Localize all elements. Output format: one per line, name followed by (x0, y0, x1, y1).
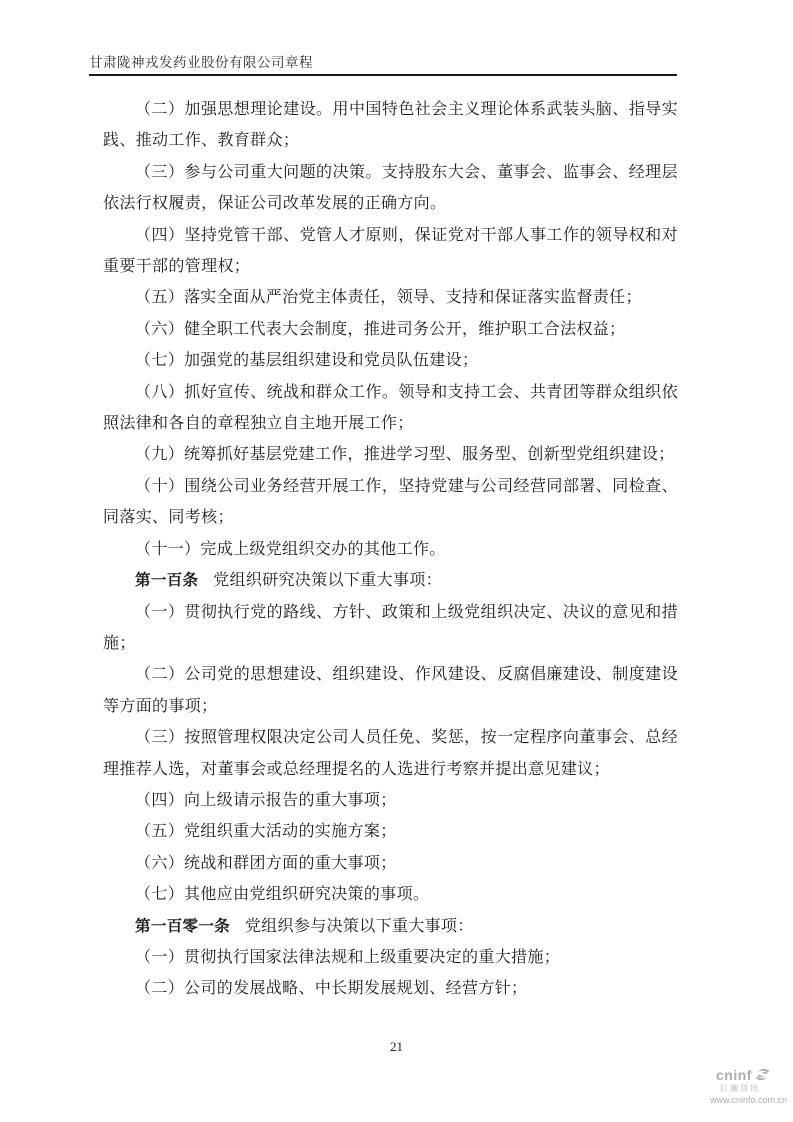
paragraph-text: （一）贯彻执行党的路线、方针、政策和上级党组织决定、决议的意见和措施； (103, 603, 678, 652)
paragraph-text: （五）党组织重大活动的实施方案； (135, 823, 397, 841)
cninfo-brand-row (710, 1066, 790, 1083)
article-number: 第一百条 (135, 572, 199, 590)
clause-paragraph (103, 816, 678, 847)
clause-paragraph (103, 722, 678, 785)
paragraph-text: 党组织研究决策以下重大事项： (213, 572, 443, 590)
clause-paragraph (103, 314, 678, 345)
swirl-icon (754, 1066, 771, 1083)
paragraph-text: （四）坚持党管干部、党管人才原则，保证党对干部人事工作的领导权和对重要干部的管理权； (103, 226, 678, 276)
paragraph-text: （十一）完成上级党组织交办的其他工作。 (135, 540, 446, 558)
paragraph-text: （十）围绕公司业务经营开展工作，坚持党建与公司经营同部署、同检查、同落实、同考核； (103, 477, 678, 527)
paragraph-text: 党组织参与决策以下重大事项： (244, 917, 474, 935)
page-number: 21 (390, 1039, 403, 1054)
clause-paragraph (103, 597, 678, 660)
clause-paragraph (103, 848, 678, 879)
clause-paragraph (103, 439, 678, 470)
clause-paragraph (103, 659, 678, 722)
document-title: 甘肃陇神戎发药业股份有限公司章程 (89, 55, 313, 70)
paragraph-text: （五）落实全面从严治党主体责任，领导、支持和保证落实监督责任； (135, 289, 642, 307)
clause-paragraph (103, 534, 678, 565)
paragraph-text: （一）贯彻执行国家法律法规和上级重要决定的重大措施； (135, 948, 561, 966)
article-heading-paragraph (103, 911, 678, 942)
cninfo-url: www.cninfo.com.cn (710, 1095, 788, 1105)
paragraph-text: （七）其他应由党组织研究决策的事项。 (135, 886, 430, 904)
clause-paragraph (103, 879, 678, 910)
clause-paragraph (103, 471, 678, 534)
paragraph-text: （八）抓好宣传、统战和群众工作。领导和支持工会、共青团等群众组织依照法律和各自的章程独立自主地开展工作； (103, 383, 678, 433)
clause-paragraph (103, 157, 678, 220)
paragraph-text: （三）按照管理权限决定公司人员任免、奖惩，按一定程序向董事会、总经理推荐人选，对董事会或总经理提名的人选进行考察并提出意见建议； (103, 729, 678, 778)
clause-paragraph (103, 942, 678, 973)
header-divider (89, 74, 677, 76)
cninfo-brand-chinese: 巨潮资讯 (720, 1084, 760, 1093)
clause-paragraph (103, 94, 678, 157)
clause-paragraph (103, 377, 678, 440)
paragraph-text: （二）公司的发展战略、中长期发展规划、经营方针； (135, 980, 528, 998)
article-number: 第一百零一条 (135, 917, 231, 935)
clause-paragraph (103, 282, 678, 313)
article-heading-paragraph (103, 565, 678, 596)
cninfo-watermark (710, 1066, 790, 1105)
paragraph-text: （二）公司党的思想建设、组织建设、作风建设、反腐倡廉建设、制度建设等方面的事项； (103, 666, 678, 715)
paragraph-text: （九）统筹抓好基层党建工作，推进学习型、服务型、创新型党组织建设； (135, 446, 675, 464)
clause-paragraph (103, 785, 678, 816)
paragraph-text: （六）统战和群团方面的重大事项； (135, 854, 397, 872)
clause-paragraph (103, 345, 678, 376)
clause-paragraph (103, 220, 678, 283)
paragraph-text: （二）加强思想理论建设。用中国特色社会主义理论体系武装头脑、指导实践、推动工作、教育群众； (103, 101, 678, 150)
paragraph-text: （四）向上级请示报告的重大事项； (135, 791, 397, 809)
paragraph-text: （七）加强党的基层组织建设和党员队伍建设； (135, 352, 479, 370)
page-header (89, 51, 677, 76)
paragraph-text: （三）参与公司重大问题的决策。支持股东大会、董事会、监事会、经理层依法行权履责，保证公司改革发展的正确方向。 (103, 163, 678, 213)
page-footer (0, 1038, 793, 1056)
paragraph-text: （六）健全职工代表大会制度，推进司务公开，维护职工合法权益； (135, 320, 626, 338)
document-body (103, 94, 678, 1005)
cninfo-brand-text: cninf (716, 1066, 752, 1083)
clause-paragraph (103, 973, 678, 1004)
